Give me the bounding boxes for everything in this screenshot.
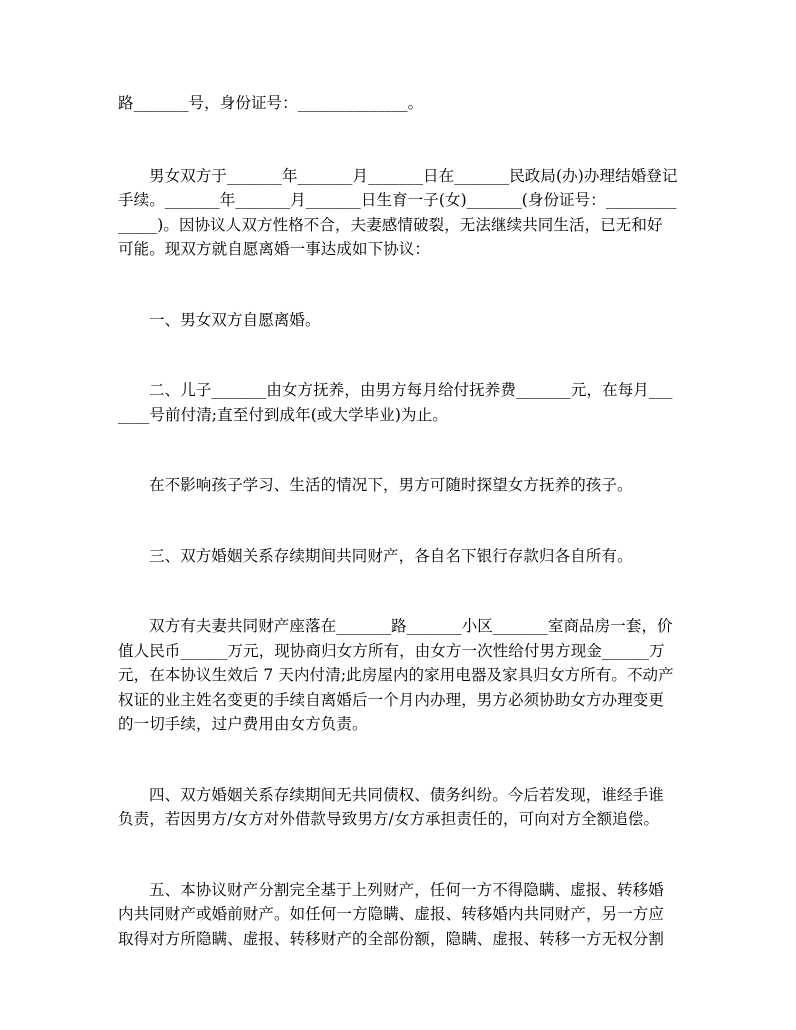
- clause-2-child-custody: 二、儿子_______由女方抚养，由男方每月给付抚养费_______元，在每月_______号前付清;直至付到成年(或大学毕业)为止。: [118, 381, 673, 424]
- clause-1-voluntary-divorce: 一、男女双方自愿离婚。: [149, 310, 321, 329]
- clause-3-joint-property: 三、双方婚姻关系存续期间共同财产，各自名下银行存款归各自所有。: [149, 546, 633, 565]
- clause-4-debts: 四、双方婚姻关系存续期间无共同债权、债务纠纷。今后若发现，谁经手谁负责，若因男方/女方对外借款导致男方/女方承担责任的，可向对方全额追偿。: [118, 785, 664, 828]
- paragraph-real-estate: 双方有夫妻共同财产座落在_______路_______小区_______室商品房一套，价值人民币______万元，现协商归女方所有，由女方一次性给付男方现金______万元，在本协议生效后 7 天内付清;此房屋内的家用电器及家具归女方所有。不动产权证的业主姓名变更的手续自离婚后一个月内办理，男方必须协助女方办理变更的一切手续，过户费用由女方负责。: [118, 617, 674, 733]
- document-page: [118, 91, 678, 951]
- paragraph-marriage-registration: 男女双方于_______年_______月_______日在_______民政局(办)办理结婚登记手续。_______年_______月_______日生育一子(女)_______(身份证号：______________)。因协议人双方性格不合，夫妻感情破裂，无法继续共同生活，已无和好可能。现双方就自愿离婚一事达成如下协议：: [118, 166, 678, 258]
- paragraph-visitation: 在不影响孩子学习、生活的情况下，男方可随时探望女方抚养的孩子。: [149, 476, 633, 494]
- clause-5-property-division: 五、本协议财产分割完全基于上列财产，任何一方不得隐瞒、虚报、转移婚内共同财产或婚前财产。如任何一方隐瞒、虚报、转移婚内共同财产，另一方应取得对方所隐瞒、虚报、转移财产的全部份额，隐瞒、虚报、转移一方无权分割: [118, 880, 665, 948]
- paragraph-address-id: 路_______号，身份证号：______________。: [118, 94, 424, 112]
